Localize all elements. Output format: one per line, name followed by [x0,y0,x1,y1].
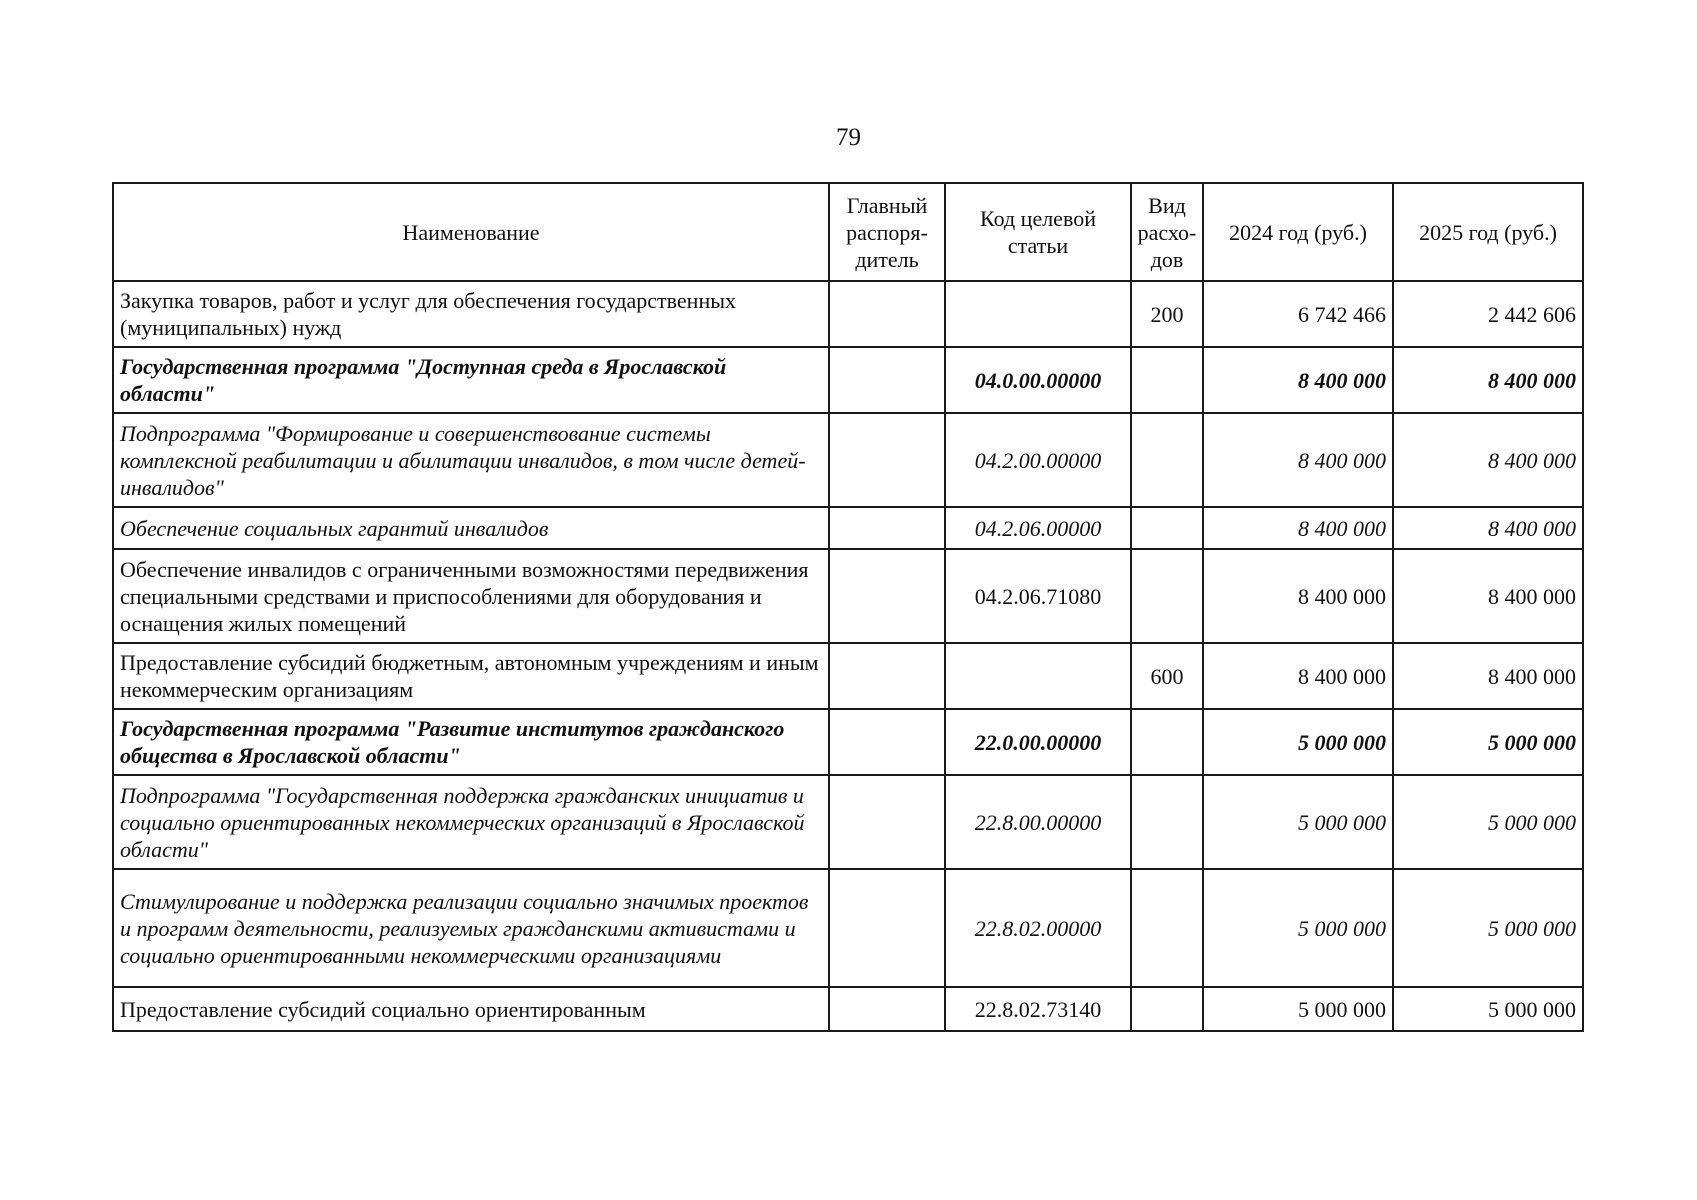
cell-name: Государственная программа "Развитие институтов гражданского общества в Ярославской области" [113,709,829,775]
cell-main-manager [829,869,945,987]
table-row [113,281,1583,347]
cell-year-2025: 5 000 000 [1393,987,1583,1031]
table-row [113,643,1583,709]
cell-year-2024: 8 400 000 [1203,643,1393,709]
budget-table [112,182,1584,1032]
table-row [113,775,1583,869]
cell-target-code: 04.2.06.00000 [945,507,1131,549]
table-row [113,347,1583,413]
cell-target-code [945,643,1131,709]
cell-target-code: 04.0.00.00000 [945,347,1131,413]
cell-year-2024: 8 400 000 [1203,507,1393,549]
cell-year-2025: 8 400 000 [1393,507,1583,549]
cell-name: Закупка товаров, работ и услуг для обеспечения государственных (муниципальных) нужд [113,281,829,347]
cell-year-2025: 8 400 000 [1393,549,1583,643]
cell-target-code [945,281,1131,347]
cell-year-2024: 5 000 000 [1203,869,1393,987]
table-row [113,507,1583,549]
cell-year-2024: 5 000 000 [1203,987,1393,1031]
header-year-2025: 2025 год (руб.) [1393,183,1583,281]
cell-year-2024: 8 400 000 [1203,347,1393,413]
cell-expense-type [1131,347,1203,413]
header-target-code: Код целевой статьи [945,183,1131,281]
header-name: Наименование [113,183,829,281]
cell-target-code: 04.2.00.00000 [945,413,1131,507]
cell-year-2025: 5 000 000 [1393,775,1583,869]
cell-year-2024: 5 000 000 [1203,775,1393,869]
cell-expense-type: 600 [1131,643,1203,709]
cell-target-code: 22.0.00.00000 [945,709,1131,775]
table-header-row [113,183,1583,281]
table-row [113,413,1583,507]
cell-main-manager [829,281,945,347]
cell-main-manager [829,775,945,869]
header-main-manager: Главный распоря-дитель [829,183,945,281]
cell-year-2025: 8 400 000 [1393,347,1583,413]
cell-year-2024: 5 000 000 [1203,709,1393,775]
cell-main-manager [829,549,945,643]
cell-target-code: 04.2.06.71080 [945,549,1131,643]
cell-expense-type: 200 [1131,281,1203,347]
cell-year-2025: 8 400 000 [1393,643,1583,709]
table-row [113,987,1583,1031]
cell-year-2025: 2 442 606 [1393,281,1583,347]
cell-name: Обеспечение социальных гарантий инвалидов [113,507,829,549]
cell-name: Государственная программа "Доступная среда в Ярославской области" [113,347,829,413]
header-expense-type: Вид расхо-дов [1131,183,1203,281]
cell-name: Обеспечение инвалидов с ограниченными возможностями передвижения специальными средствами и приспособлениями для оборудования и оснащения жилых помещений [113,549,829,643]
cell-name: Стимулирование и поддержка реализации социально значимых проектов и программ деятельности, реализуемых гражданскими активистами и социально ориентированными некоммерческими организациями [113,869,829,987]
table-body [113,281,1583,1031]
cell-main-manager [829,709,945,775]
table-row [113,869,1583,987]
cell-main-manager [829,413,945,507]
cell-expense-type [1131,413,1203,507]
cell-main-manager [829,643,945,709]
cell-expense-type [1131,549,1203,643]
cell-name: Предоставление субсидий бюджетным, автономным учреждениям и иным некоммерческим организациям [113,643,829,709]
table-row [113,709,1583,775]
cell-year-2025: 8 400 000 [1393,413,1583,507]
cell-year-2025: 5 000 000 [1393,869,1583,987]
cell-target-code: 22.8.02.00000 [945,869,1131,987]
cell-main-manager [829,987,945,1031]
cell-year-2024: 6 742 466 [1203,281,1393,347]
cell-year-2024: 8 400 000 [1203,413,1393,507]
cell-main-manager [829,507,945,549]
page-number: 79 [836,124,861,151]
cell-expense-type [1131,709,1203,775]
cell-year-2025: 5 000 000 [1393,709,1583,775]
cell-target-code: 22.8.02.73140 [945,987,1131,1031]
cell-name: Предоставление субсидий социально ориентированным [113,987,829,1031]
cell-expense-type [1131,775,1203,869]
cell-name: Подпрограмма "Государственная поддержка гражданских инициатив и социально ориентированных некоммерческих организаций в Ярославской области" [113,775,829,869]
cell-expense-type [1131,869,1203,987]
cell-expense-type [1131,987,1203,1031]
cell-year-2024: 8 400 000 [1203,549,1393,643]
cell-name: Подпрограмма "Формирование и совершенствование системы комплексной реабилитации и абилитации инвалидов, в том числе детей-инвалидов" [113,413,829,507]
table-row [113,549,1583,643]
cell-main-manager [829,347,945,413]
cell-target-code: 22.8.00.00000 [945,775,1131,869]
cell-expense-type [1131,507,1203,549]
header-year-2024: 2024 год (руб.) [1203,183,1393,281]
